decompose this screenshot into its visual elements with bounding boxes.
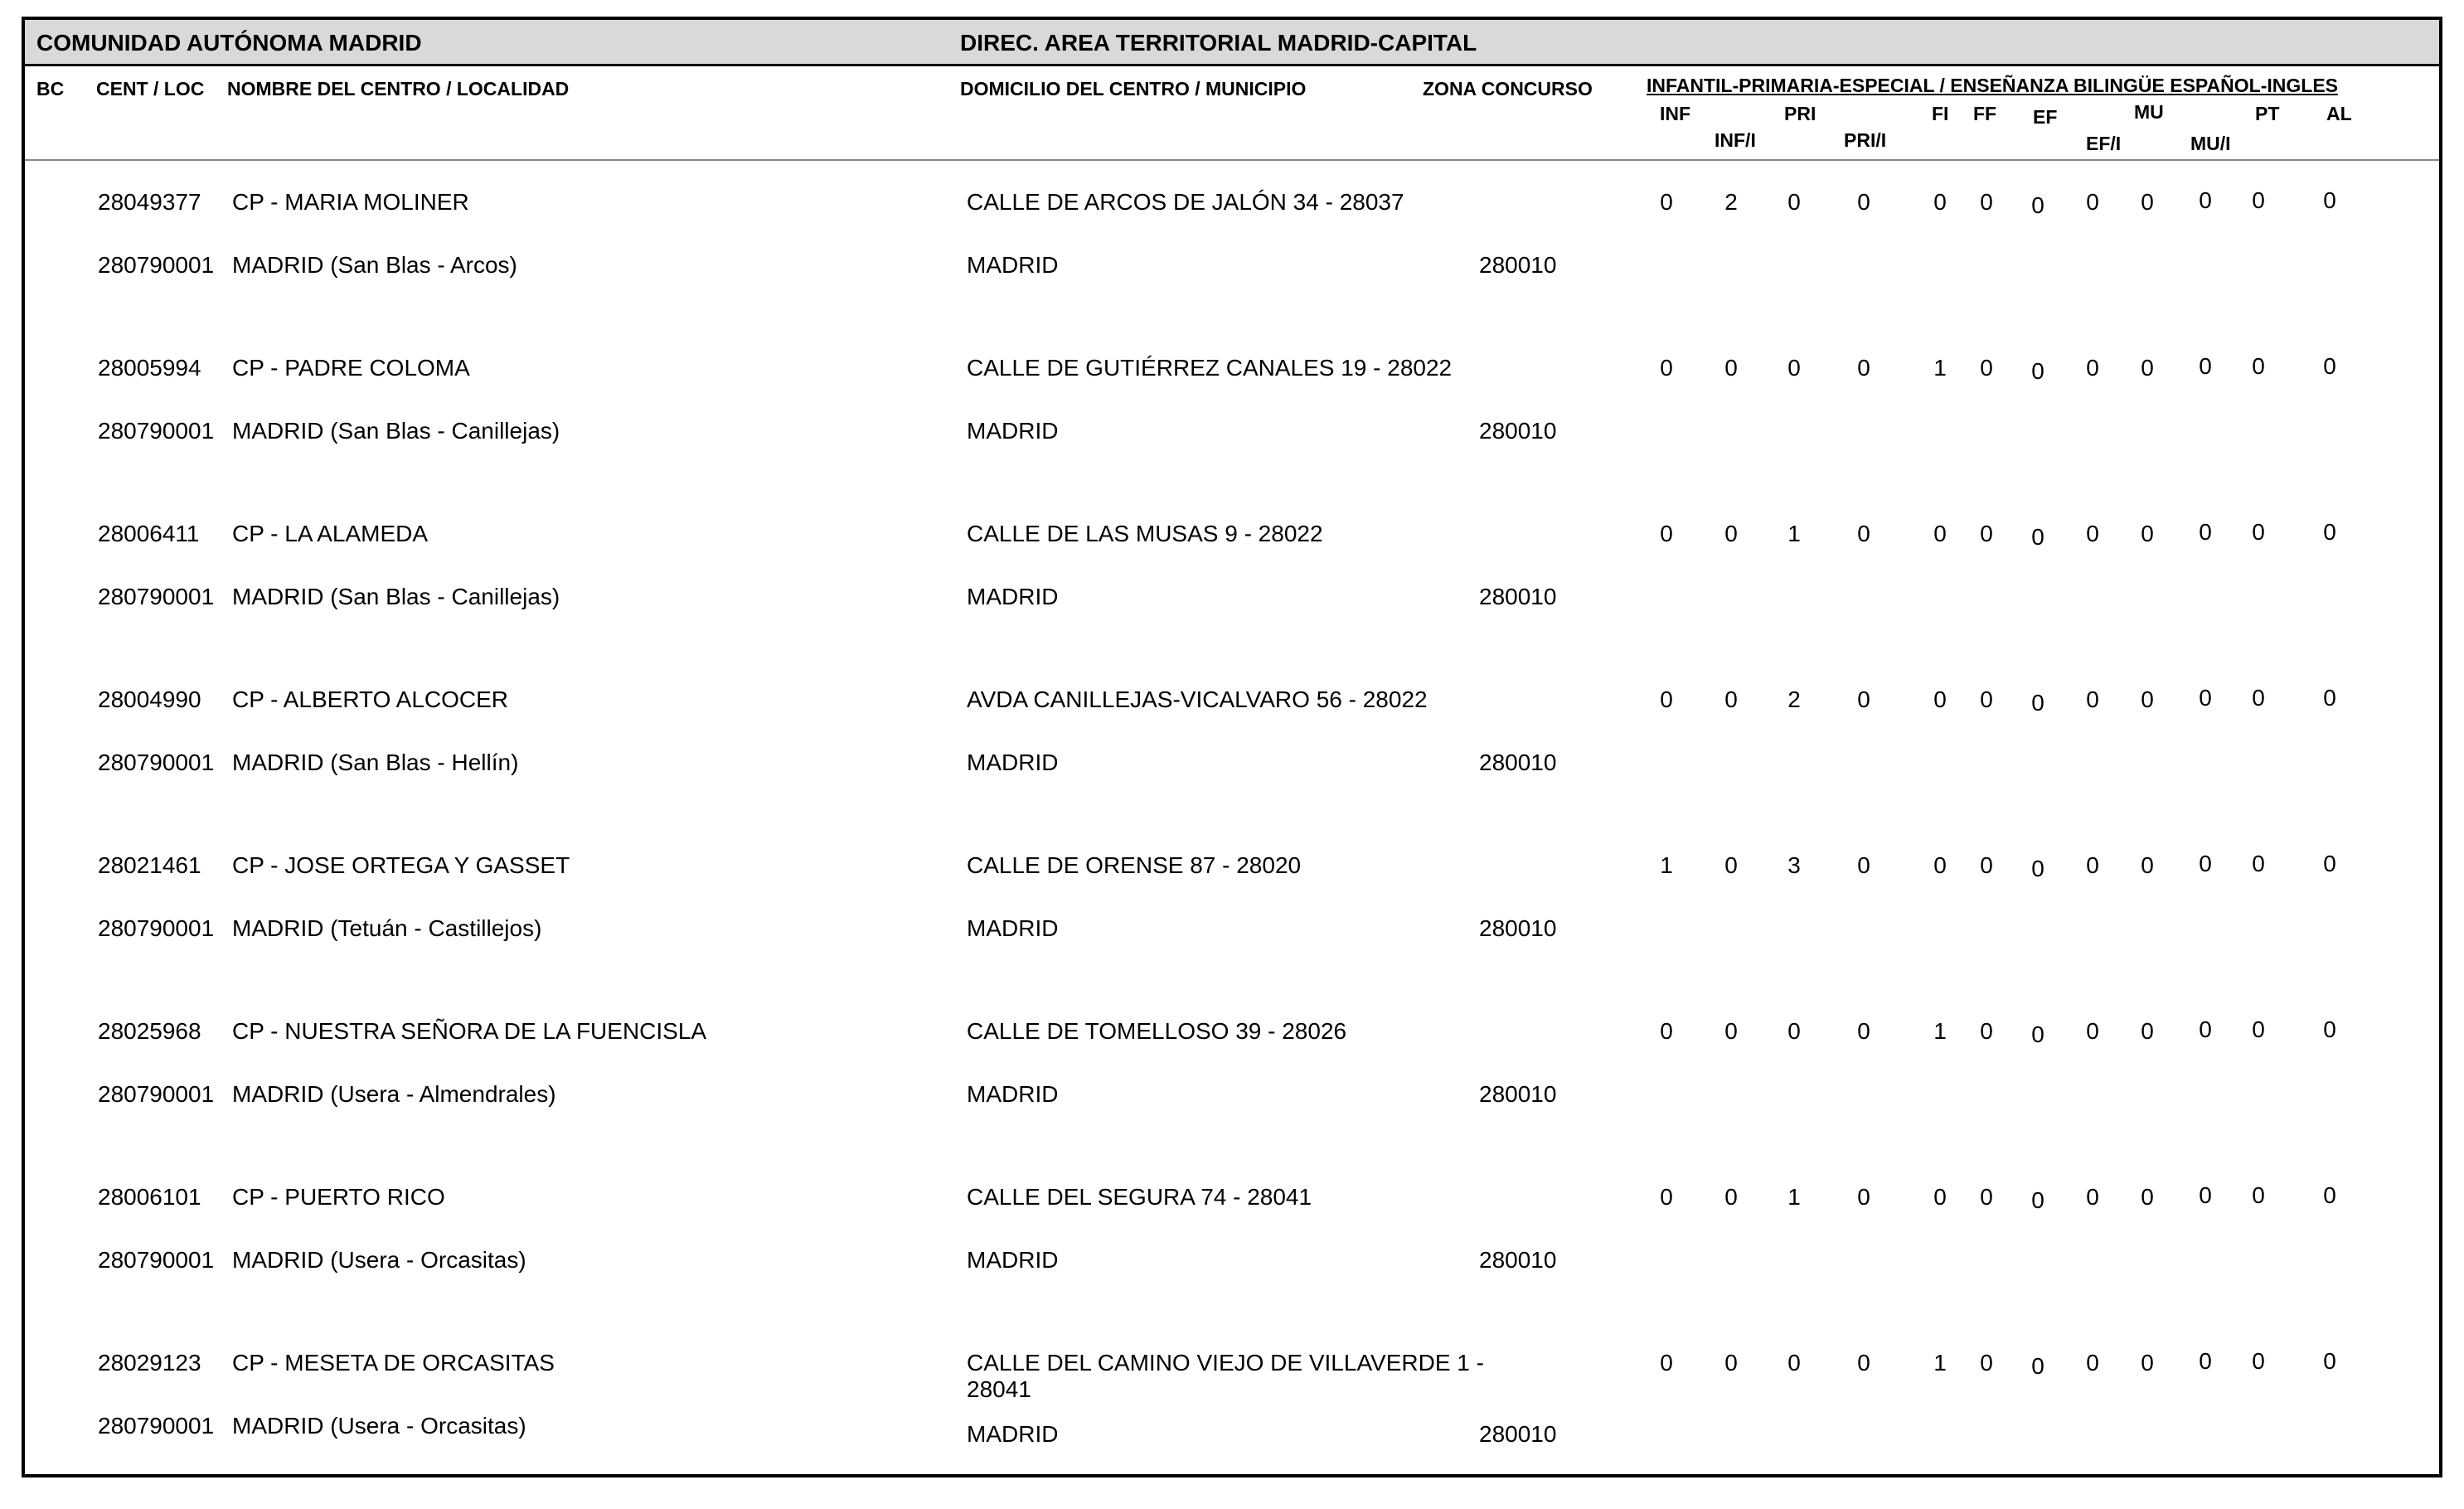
value-cell: 0 [1980,189,1993,215]
col-nombre: NOMBRE DEL CENTRO / LOCALIDAD [227,78,570,99]
value-cell: 0 [2086,355,2099,381]
cent-code: 28004990 [98,687,201,712]
value-cell: 0 [2252,1348,2265,1374]
value-cell: 0 [1660,687,1673,712]
region-title: COMUNIDAD AUTÓNOMA MADRID [36,30,422,56]
value-cell: 1 [1933,1018,1947,1044]
center-address: CALLE DE TOMELLOSO 39 - 28026 [967,1018,1347,1044]
value-cell: 0 [2086,521,2099,546]
locality-name: MADRID (San Blas - Canillejas) [232,418,560,444]
locality-code: 280790001 [98,1247,215,1273]
zona-concurso: 280010 [1479,1081,1557,1107]
col-mu: MU [2134,101,2164,123]
value-cell: 0 [2086,852,2099,878]
value-cell: 0 [2031,1187,2044,1213]
value-cell: 0 [1933,1184,1947,1210]
cent-code: 28021461 [98,852,201,878]
col-pri-i: PRI/I [1844,129,1887,151]
value-cell: 0 [2323,353,2336,379]
value-cell: 0 [1857,852,1870,878]
value-cell: 0 [1660,521,1673,546]
center-address: CALLE DE GUTIÉRREZ CANALES 19 - 28022 [967,355,1453,381]
value-cell: 0 [2141,1018,2154,1044]
col-ef: EF [2033,106,2058,128]
value-cell: 0 [1660,1018,1673,1044]
center-name: CP - MARIA MOLINER [232,189,469,215]
value-cell: 0 [2086,1184,2099,1210]
center-name: CP - NUESTRA SEÑORA DE LA FUENCISLA [232,1018,707,1044]
col-mu-i: MU/I [2190,133,2231,154]
col-fi: FI [1932,103,1949,124]
value-cell: 0 [1857,1018,1870,1044]
value-cell: 0 [2086,1018,2099,1044]
value-cell: 0 [1724,1184,1738,1210]
report-frame [22,17,2442,1477]
value-cell: 0 [2252,353,2265,379]
zona-concurso: 280010 [1479,1247,1557,1273]
locality-code: 280790001 [98,252,215,278]
value-cell: 0 [2252,1017,2265,1042]
value-cell: 0 [2199,1348,2212,1374]
cent-code: 28025968 [98,1018,201,1044]
value-cell: 2 [1787,687,1801,712]
cent-code: 28006411 [98,521,200,546]
value-cell: 0 [1724,852,1738,878]
value-cell: 1 [1787,521,1801,546]
value-cell: 0 [2031,358,2044,384]
center-name: CP - PUERTO RICO [232,1184,445,1210]
table-row [25,1002,2439,1167]
cent-code: 28005994 [98,355,201,381]
value-cell: 0 [2323,1348,2336,1374]
value-cell: 2 [1724,189,1738,215]
value-cell: 0 [1787,355,1801,381]
locality-name: MADRID (Usera - Orcasitas) [232,1247,526,1273]
value-cell: 0 [1980,852,1993,878]
col-pt: PT [2255,103,2280,124]
col-cent-loc: CENT / LOC [96,78,205,99]
value-cell: 0 [2199,1182,2212,1208]
value-cell: 0 [2252,685,2265,711]
table-row [25,504,2439,670]
value-cell: 0 [2141,1350,2154,1376]
value-cell: 0 [1724,521,1738,546]
value-cell: 0 [1980,355,1993,381]
zona-concurso: 280010 [1479,252,1557,278]
locality-name: MADRID (San Blas - Canillejas) [232,584,560,609]
value-cell: 0 [2252,851,2265,876]
municipio: MADRID [967,418,1059,444]
value-cell: 0 [1660,355,1673,381]
value-cell: 0 [2199,353,2212,379]
value-cell: 0 [2252,187,2265,213]
value-cell: 0 [2141,355,2154,381]
center-address: CALLE DE LAS MUSAS 9 - 28022 [967,521,1323,546]
header-divider [25,159,2439,161]
value-cell: 0 [2086,687,2099,712]
value-cell: 0 [1724,355,1738,381]
locality-code: 280790001 [98,750,215,775]
table-row [25,836,2439,1002]
value-cell: 0 [2141,189,2154,215]
col-ff: FF [1973,103,1997,124]
value-cell: 0 [1933,521,1947,546]
zona-concurso: 280010 [1479,1421,1557,1447]
locality-name: MADRID (San Blas - Hellín) [232,750,519,775]
center-name: CP - LA ALAMEDA [232,521,429,546]
value-cell: 0 [2031,690,2044,716]
value-cell: 0 [2031,1353,2044,1379]
col-ef-i: EF/I [2086,133,2122,154]
value-cell: 0 [1933,189,1947,215]
value-cell: 0 [1787,189,1801,215]
value-cell: 0 [2086,1350,2099,1376]
value-cell: 0 [2199,1017,2212,1042]
table-row [25,338,2439,504]
value-cell: 0 [2031,524,2044,550]
col-inf-i: INF/I [1715,129,1756,151]
value-cell: 0 [1857,189,1870,215]
center-address-cont: 28041 [967,1376,1031,1402]
value-cell: 0 [2031,856,2044,881]
value-cell: 0 [1724,1018,1738,1044]
value-cell: 0 [1660,189,1673,215]
value-cell: 0 [2031,192,2044,218]
municipio: MADRID [967,915,1059,941]
cent-code: 28029123 [98,1350,201,1376]
center-name: CP - MESETA DE ORCASITAS [232,1350,555,1376]
value-cell: 0 [1857,1350,1870,1376]
value-cell: 1 [1933,355,1947,381]
value-cell: 0 [2086,189,2099,215]
zona-concurso: 280010 [1479,915,1557,941]
table-row [25,1333,2439,1499]
value-cell: 0 [2031,1021,2044,1047]
value-cell: 0 [2199,187,2212,213]
value-cell: 0 [2141,1184,2154,1210]
value-cell: 0 [2199,685,2212,711]
municipio: MADRID [967,584,1059,609]
locality-name: MADRID (Usera - Almendrales) [232,1081,556,1107]
value-cell: 0 [1933,852,1947,878]
value-cell: 0 [2323,519,2336,545]
value-cell: 0 [1980,1184,1993,1210]
value-cell: 0 [2141,687,2154,712]
value-cell: 0 [1980,521,1993,546]
value-cell: 0 [2323,851,2336,876]
col-group: INFANTIL-PRIMARIA-ESPECIAL / ENSEÑANZA BILINGÜE ESPAÑOL-INGLES [1647,75,2338,96]
col-inf: INF [1660,103,1691,124]
col-zona: ZONA CONCURSO [1423,78,1593,99]
value-cell: 0 [2199,519,2212,545]
value-cell: 0 [1857,521,1870,546]
center-name: CP - JOSE ORTEGA Y GASSET [232,852,570,878]
table-row [25,172,2439,338]
value-cell: 0 [2323,1017,2336,1042]
value-cell: 0 [1724,1350,1738,1376]
value-cell: 0 [1660,1350,1673,1376]
value-cell: 0 [2252,519,2265,545]
locality-name: MADRID (Usera - Orcasitas) [232,1413,526,1439]
zona-concurso: 280010 [1479,584,1557,609]
value-cell: 0 [2252,1182,2265,1208]
value-cell: 0 [2199,851,2212,876]
center-address: CALLE DE ORENSE 87 - 28020 [967,852,1302,878]
col-group-clip [1647,71,2384,98]
value-cell: 0 [1980,687,1993,712]
value-cell: 3 [1787,852,1801,878]
zona-concurso: 280010 [1479,418,1557,444]
value-cell: 0 [1933,687,1947,712]
locality-code: 280790001 [98,915,215,941]
value-cell: 0 [1980,1350,1993,1376]
value-cell: 1 [1660,852,1673,878]
col-al: AL [2326,103,2352,124]
locality-code: 280790001 [98,584,215,609]
value-cell: 0 [1857,355,1870,381]
table-row [25,670,2439,836]
center-name: CP - PADRE COLOMA [232,355,470,381]
value-cell: 0 [1857,687,1870,712]
center-address: AVDA CANILLEJAS-VICALVARO 56 - 28022 [967,687,1428,712]
cent-code: 28049377 [98,189,201,215]
value-cell: 1 [1787,1184,1801,1210]
cent-code: 28006101 [98,1184,201,1210]
value-cell: 0 [2141,852,2154,878]
value-cell: 1 [1933,1350,1947,1376]
value-cell: 0 [1724,687,1738,712]
value-cell: 0 [1980,1018,1993,1044]
locality-code: 280790001 [98,1081,215,1107]
locality-name: MADRID (Tetuán - Castillejos) [232,915,542,941]
value-cell: 0 [1857,1184,1870,1210]
municipio: MADRID [967,1247,1059,1273]
value-cell: 0 [2323,187,2336,213]
zona-concurso: 280010 [1479,750,1557,775]
value-cell: 0 [1660,1184,1673,1210]
municipio: MADRID [967,1081,1059,1107]
title-bar [25,20,2439,66]
locality-code: 280790001 [98,418,215,444]
locality-code: 280790001 [98,1413,215,1439]
center-address: CALLE DE ARCOS DE JALÓN 34 - 28037 [967,189,1404,215]
center-name: CP - ALBERTO ALCOCER [232,687,509,712]
center-address: CALLE DEL CAMINO VIEJO DE VILLAVERDE 1 - [967,1350,1484,1376]
value-cell: 0 [2323,1182,2336,1208]
value-cell: 0 [1787,1018,1801,1044]
col-bc: BC [36,78,65,99]
value-cell: 0 [2323,685,2336,711]
value-cell: 0 [2141,521,2154,546]
value-cell: 0 [1787,1350,1801,1376]
col-pri: PRI [1784,103,1816,124]
municipio: MADRID [967,1421,1059,1447]
municipio: MADRID [967,750,1059,775]
locality-name: MADRID (San Blas - Arcos) [232,252,517,278]
center-address: CALLE DEL SEGURA 74 - 28041 [967,1184,1312,1210]
table-row [25,1167,2439,1333]
municipio: MADRID [967,252,1059,278]
direction-title: DIREC. AREA TERRITORIAL MADRID-CAPITAL [960,30,1477,56]
col-domicilio: DOMICILIO DEL CENTRO / MUNICIPIO [960,78,1307,99]
